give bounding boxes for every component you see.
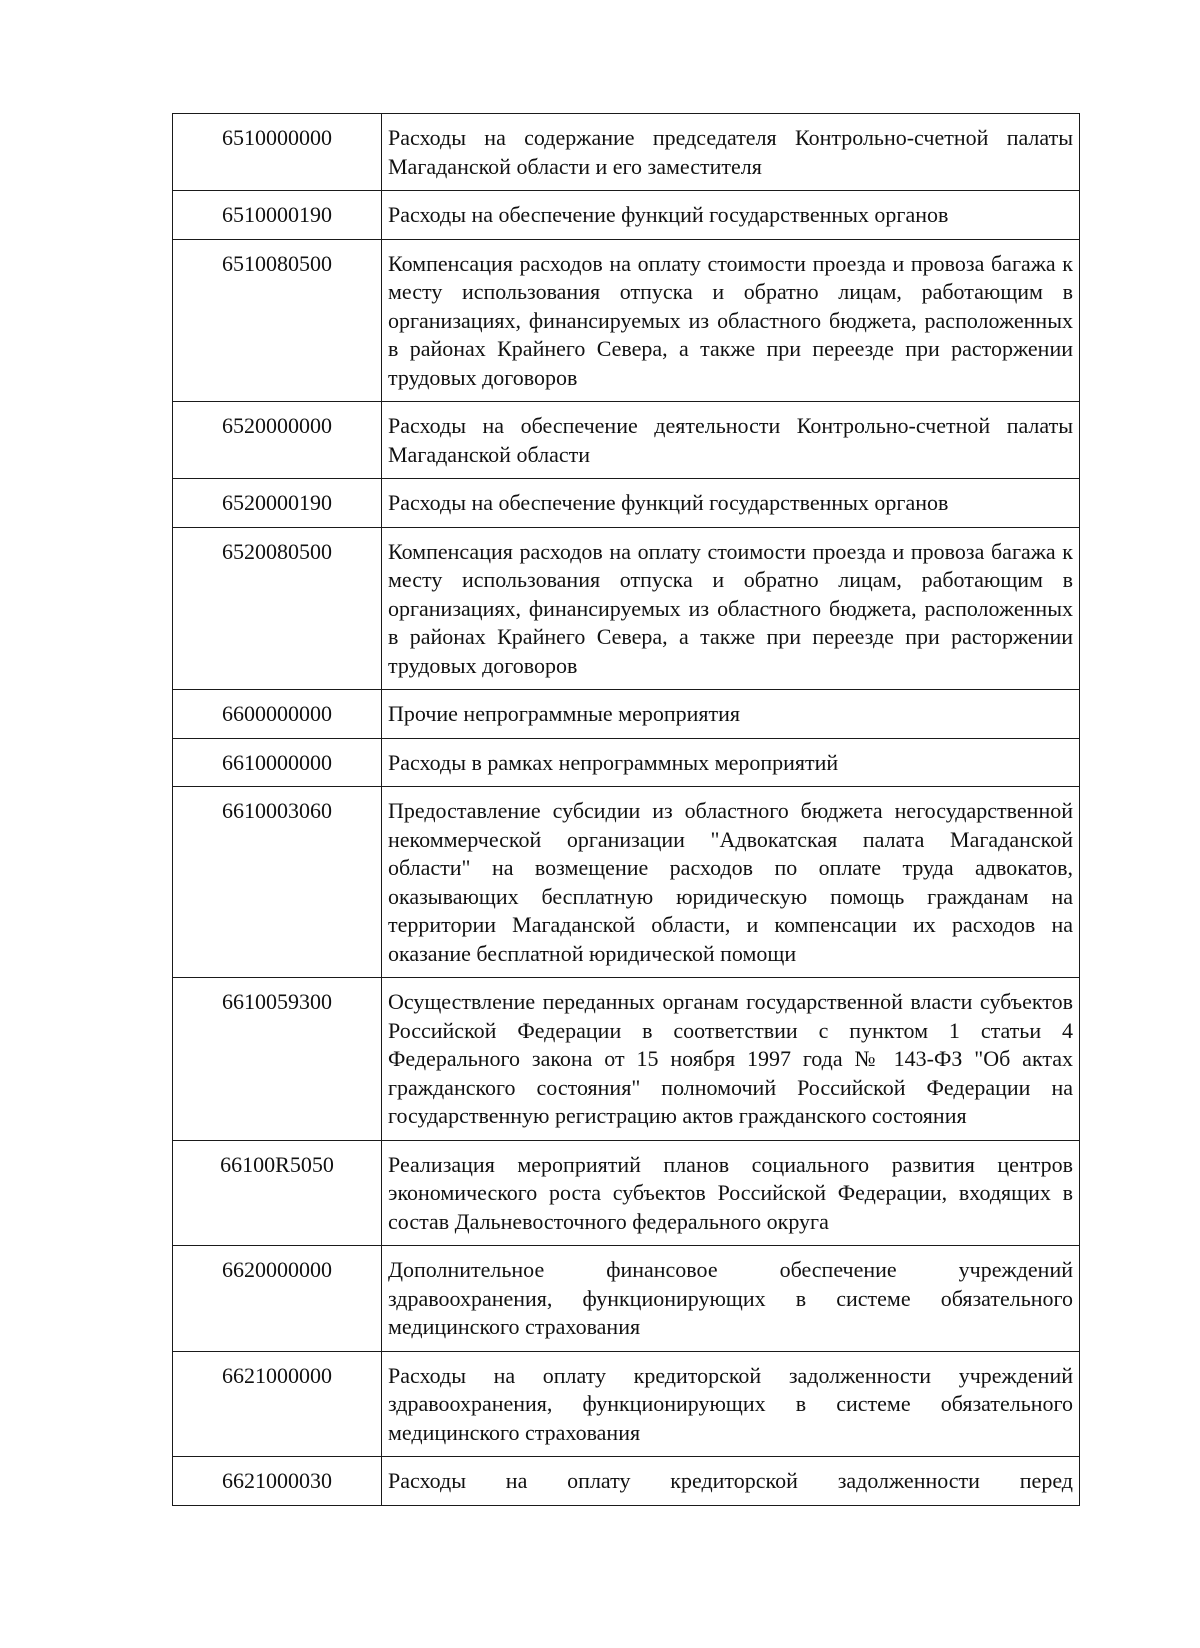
row-code: 6520000190: [173, 479, 382, 528]
row-description: Прочие непрограммные мероприятия: [382, 690, 1080, 739]
row-code: 6510000000: [173, 114, 382, 191]
budget-classification-table: [172, 113, 1080, 1506]
row-code: 6610003060: [173, 787, 382, 978]
table-row: [173, 114, 1080, 191]
table-row: [173, 1351, 1080, 1457]
row-description: Предоставление субсидии из областного бюджета негосударственной некоммерческой организации "Адвокатская палата Магаданской области" на возмещение расходов по оплате труда адвокатов, оказывающих бесплатную юридическую помощь гражданам на территории Магаданской области, и компенсации их расходов на оказание бесплатной юридической помощи: [382, 787, 1080, 978]
table-row: [173, 1140, 1080, 1246]
row-description: Расходы в рамках непрограммных мероприятий: [382, 738, 1080, 787]
table-row: [173, 239, 1080, 402]
table-row: [173, 690, 1080, 739]
table-row: [173, 787, 1080, 978]
row-description: Компенсация расходов на оплату стоимости проезда и провоза багажа к месту использования отпуска и обратно лицам, работающим в организациях, финансируемых из областного бюджета, расположенных в районах Крайнего Севера, а также при переезде при расторжении трудовых договоров: [382, 527, 1080, 690]
row-description: Осуществление переданных органам государственной власти субъектов Российской Федерации в соответствии с пунктом 1 статьи 4 Федерального закона от 15 ноября 1997 года № 143-ФЗ "Об актах гражданского состояния" полномочий Российской Федерации на государственную регистрацию актов гражданского состояния: [382, 978, 1080, 1141]
table-row: [173, 1457, 1080, 1506]
row-code: 6520080500: [173, 527, 382, 690]
row-code: 6520000000: [173, 402, 382, 479]
table-row: [173, 527, 1080, 690]
row-code: 6610059300: [173, 978, 382, 1141]
row-code: 66100R5050: [173, 1140, 382, 1246]
row-code: 6510000190: [173, 191, 382, 240]
table-row: [173, 738, 1080, 787]
table-row: [173, 1246, 1080, 1352]
row-code: 6510080500: [173, 239, 382, 402]
row-code: 6600000000: [173, 690, 382, 739]
row-code: 6621000030: [173, 1457, 382, 1506]
row-description: Расходы на оплату кредиторской задолженности учреждений здравоохранения, функционирующих в системе обязательного медицинского страхования: [382, 1351, 1080, 1457]
row-description: Реализация мероприятий планов социального развития центров экономического роста субъектов Российской Федерации, входящих в состав Дальневосточного федерального округа: [382, 1140, 1080, 1246]
row-description: Расходы на обеспечение функций государственных органов: [382, 479, 1080, 528]
table-row: [173, 479, 1080, 528]
row-description: Компенсация расходов на оплату стоимости проезда и провоза багажа к месту использования отпуска и обратно лицам, работающим в организациях, финансируемых из областного бюджета, расположенных в районах Крайнего Севера, а также при переезде при расторжении трудовых договоров: [382, 239, 1080, 402]
row-description: Расходы на оплату кредиторской задолженности перед: [382, 1457, 1080, 1506]
table-row: [173, 191, 1080, 240]
table-row: [173, 978, 1080, 1141]
table-row: [173, 402, 1080, 479]
row-code: 6610000000: [173, 738, 382, 787]
row-code: 6620000000: [173, 1246, 382, 1352]
row-code: 6621000000: [173, 1351, 382, 1457]
row-description: Расходы на обеспечение деятельности Контрольно-счетной палаты Магаданской области: [382, 402, 1080, 479]
row-description: Дополнительное финансовое обеспечение учреждений здравоохранения, функционирующих в системе обязательного медицинского страхования: [382, 1246, 1080, 1352]
row-description: Расходы на содержание председателя Контрольно-счетной палаты Магаданской области и его заместителя: [382, 114, 1080, 191]
row-description: Расходы на обеспечение функций государственных органов: [382, 191, 1080, 240]
